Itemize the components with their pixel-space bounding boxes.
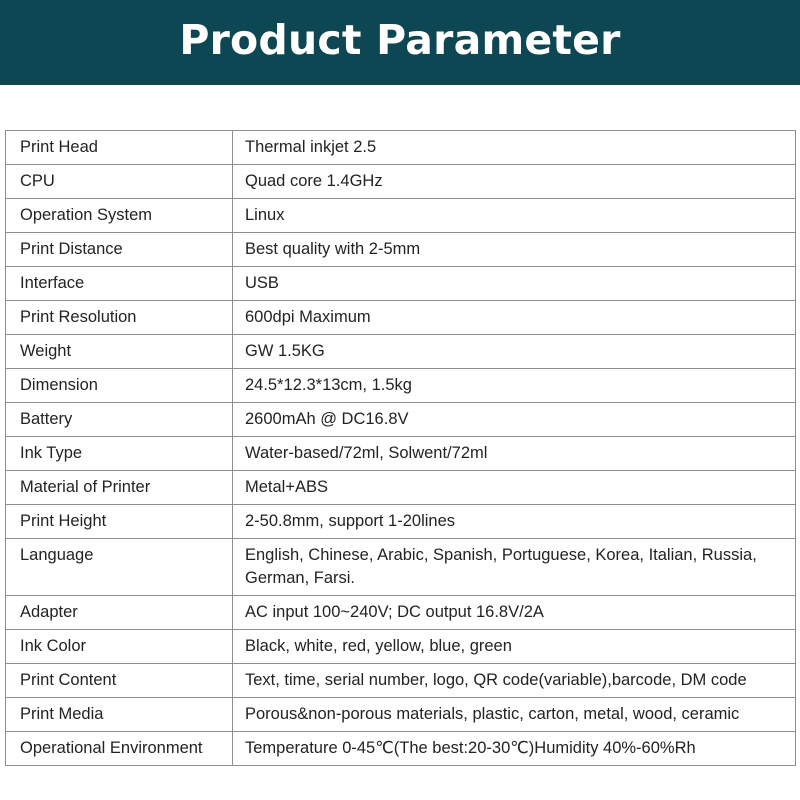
- spec-value: Quad core 1.4GHz: [233, 165, 796, 199]
- spec-value: Porous&non-porous materials, plastic, carton, metal, wood, ceramic: [233, 698, 796, 732]
- table-row: [6, 131, 796, 165]
- spec-value: Water-based/72ml, Solwent/72ml: [233, 437, 796, 471]
- spec-label: Material of Printer: [6, 471, 233, 505]
- spec-value: Best quality with 2-5mm: [233, 233, 796, 267]
- table-row: [6, 471, 796, 505]
- table-row: [6, 403, 796, 437]
- table-row: [6, 335, 796, 369]
- spec-label: CPU: [6, 165, 233, 199]
- spec-label: Print Distance: [6, 233, 233, 267]
- spec-label: Adapter: [6, 596, 233, 630]
- spec-label: Operational Environment: [6, 732, 233, 766]
- table-row: [6, 267, 796, 301]
- table-row: [6, 664, 796, 698]
- spec-label: Print Height: [6, 505, 233, 539]
- spec-label: Print Content: [6, 664, 233, 698]
- spec-value: AC input 100~240V; DC output 16.8V/2A: [233, 596, 796, 630]
- spec-label: Print Head: [6, 131, 233, 165]
- spec-label: Battery: [6, 403, 233, 437]
- table-row: [6, 437, 796, 471]
- table-row: [6, 165, 796, 199]
- spec-label: Ink Type: [6, 437, 233, 471]
- spec-label: Language: [6, 539, 233, 596]
- spec-value: 2-50.8mm, support 1-20lines: [233, 505, 796, 539]
- spec-value: Linux: [233, 199, 796, 233]
- spec-value: USB: [233, 267, 796, 301]
- spec-value: 2600mAh @ DC16.8V: [233, 403, 796, 437]
- spec-label: Ink Color: [6, 630, 233, 664]
- spec-label: Interface: [6, 267, 233, 301]
- table-row: [6, 505, 796, 539]
- table-row: [6, 369, 796, 403]
- table-row: [6, 233, 796, 267]
- spec-label: Operation System: [6, 199, 233, 233]
- header-banner: [0, 0, 800, 85]
- spec-table: [5, 130, 796, 766]
- spec-value: Metal+ABS: [233, 471, 796, 505]
- spec-label: Print Resolution: [6, 301, 233, 335]
- spec-label: Print Media: [6, 698, 233, 732]
- spec-value: Text, time, serial number, logo, QR code(variable),barcode, DM code: [233, 664, 796, 698]
- table-row: [6, 596, 796, 630]
- spec-value: 600dpi Maximum: [233, 301, 796, 335]
- table-row: [6, 199, 796, 233]
- spec-value: Thermal inkjet 2.5: [233, 131, 796, 165]
- spec-value: Black, white, red, yellow, blue, green: [233, 630, 796, 664]
- spec-value: GW 1.5KG: [233, 335, 796, 369]
- table-row: [6, 698, 796, 732]
- spec-value: Temperature 0-45℃(The best:20-30℃)Humidity 40%-60%Rh: [233, 732, 796, 766]
- spec-label: Dimension: [6, 369, 233, 403]
- spec-value: English, Chinese, Arabic, Spanish, Portuguese, Korea, Italian, Russia, German, Farsi.: [233, 539, 796, 596]
- page-title: Product Parameter: [179, 15, 621, 64]
- table-row: [6, 630, 796, 664]
- spec-label: Weight: [6, 335, 233, 369]
- table-row: [6, 732, 796, 766]
- table-row: [6, 301, 796, 335]
- table-row: [6, 539, 796, 596]
- spec-value: 24.5*12.3*13cm, 1.5kg: [233, 369, 796, 403]
